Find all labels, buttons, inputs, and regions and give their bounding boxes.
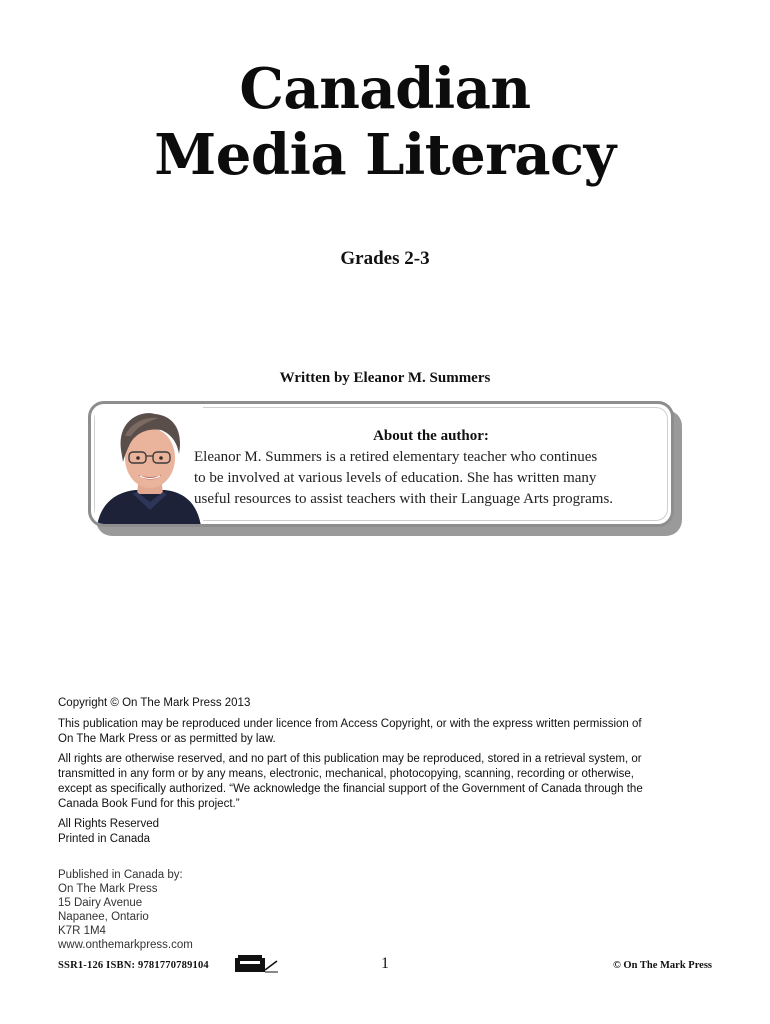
licence-line: This publication may be reproduced under licence from Access Copyright, or with the express written permission of <box>58 718 642 730</box>
licence-paragraph <box>58 717 712 747</box>
rights-paragraph <box>58 752 712 812</box>
about-author-text <box>194 447 674 510</box>
grade-level: Grades 2-3 <box>340 248 430 269</box>
rights-line: transmitted in any form or by any means, electronic, mechanical, photocopying, scanning, recording or otherwise, <box>58 768 634 780</box>
rights-line: except as specifically authorized. “We acknowledge the financial support of the Government of Canada through the <box>58 783 643 795</box>
about-author-line: Eleanor M. Summers is a retired elementary teacher who continues <box>194 449 598 465</box>
publisher-line: Napanee, Ontario <box>58 911 149 923</box>
photocopier-icon <box>234 952 278 974</box>
footer-isbn: SSR1-126 ISBN: 9781770789104 <box>58 960 209 971</box>
author-box <box>88 401 674 527</box>
reserved-line: Printed in Canada <box>58 833 151 845</box>
publisher-address <box>58 868 193 952</box>
publisher-line: On The Mark Press <box>58 883 158 895</box>
rights-line: All rights are otherwise reserved, and no part of this publication may be reproduced, stored in a retrieval system, or <box>58 753 642 765</box>
page-number: 1 <box>381 955 389 972</box>
publisher-website: www.onthemarkpress.com <box>58 939 193 951</box>
about-author-heading: About the author: <box>373 428 489 444</box>
about-author-line: useful resources to assist teachers with their Language Arts programs. <box>194 491 614 507</box>
rights-line: Canada Book Fund for this project.” <box>58 798 240 810</box>
footer-copyright: © On The Mark Press <box>612 960 712 971</box>
reserved-paragraph <box>58 817 712 847</box>
publisher-line: K7R 1M4 <box>58 925 106 937</box>
licence-line: On The Mark Press or as permitted by law. <box>58 733 276 745</box>
about-author-line: to be involved at various levels of education. She has written many <box>194 470 597 486</box>
legal-notice <box>58 696 712 852</box>
reserved-line: All Rights Reserved <box>58 818 159 830</box>
title-line-2: Media Literacy <box>154 122 616 188</box>
publisher-line: 15 Dairy Avenue <box>58 897 143 909</box>
copyright-line: Copyright © On The Mark Press 2013 <box>58 697 251 709</box>
title-line-1: Canadian <box>239 56 531 122</box>
author-portrait <box>95 406 203 526</box>
publisher-line: Published in Canada by: <box>58 869 183 881</box>
book-title <box>0 56 770 188</box>
author-credit: Written by Eleanor M. Summers <box>279 370 491 386</box>
